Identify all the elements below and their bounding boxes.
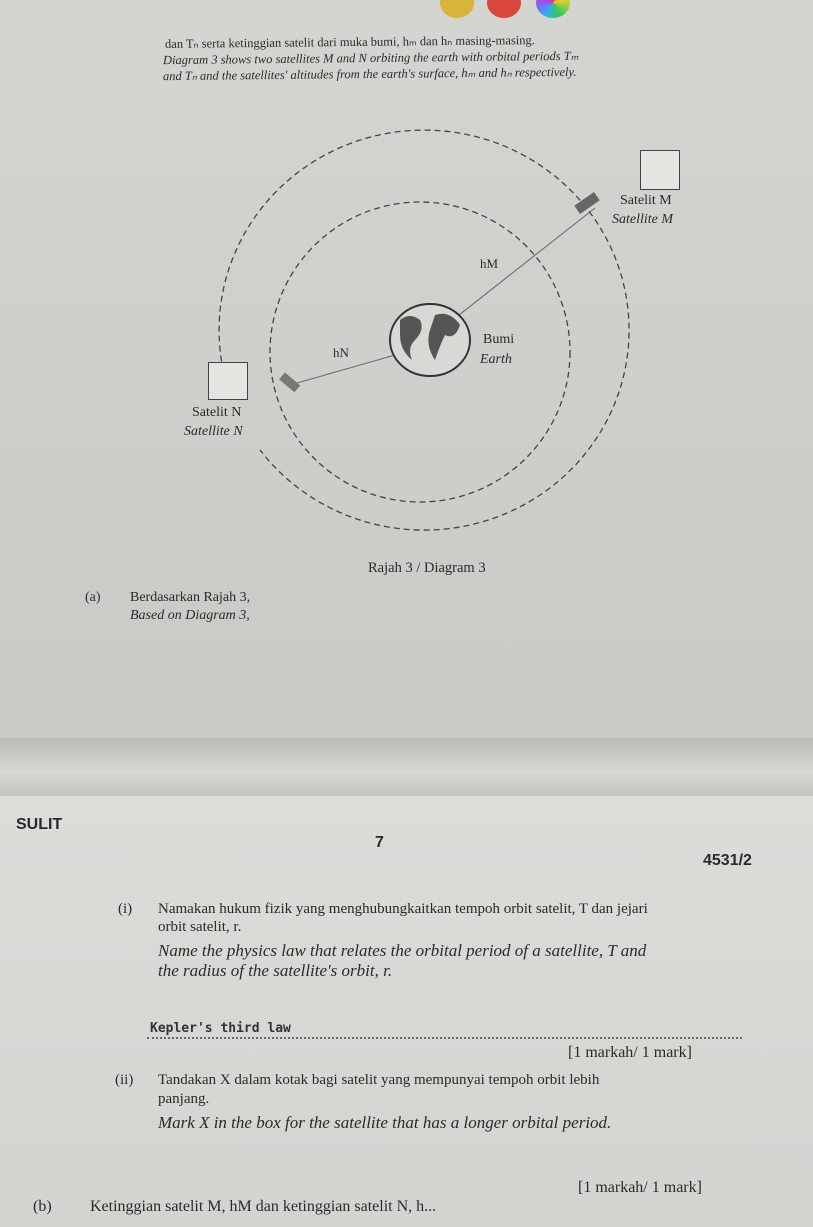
q-ii-en: Mark X in the box for the satellite that has a longer orbital period.: [158, 1113, 612, 1132]
satellite-n-label: Satelit N: [192, 405, 242, 420]
h-m-label: hM: [480, 256, 499, 271]
part-a-ms: Berdasarkan Rajah 3,: [130, 590, 251, 605]
q-i-marks: [1 markah/ 1 mark]: [568, 1044, 692, 1061]
q-i-label: (i): [118, 901, 133, 917]
satellite-n-label-en: Satellite N: [184, 424, 243, 439]
part-b-text: Ketinggian satelit M, hM dan ketinggian satelit N, h...: [90, 1198, 437, 1215]
q-i-en-1: Name the physics law that relates the orbital period of a satellite, T and: [158, 941, 647, 960]
intro-line-3: and Tₙ and the satellites' altitudes from the earth's surface, hₘ and hₙ respectively.: [162, 64, 577, 84]
satellite-n-icon: [279, 373, 300, 393]
intro-line-1: dan Tₙ serta ketinggian satelit dari muka bumi, hₘ dan hₙ masing-masing.: [164, 33, 535, 51]
q-i-answer[interactable]: Kepler's third law: [150, 1021, 291, 1036]
part-b-label: (b): [33, 1198, 52, 1215]
q-ii-ms-1: Tandakan X dalam kotak bagi satelit yang mempunyai tempoh orbit lebih: [158, 1072, 600, 1088]
part-a-label: (a): [85, 590, 101, 605]
satellite-m-checkbox[interactable]: [640, 150, 680, 190]
q-ii-label: (ii): [115, 1072, 134, 1088]
sulit-label: SULIT: [16, 816, 63, 833]
earth-label: Bumi: [483, 332, 515, 347]
earth-label-en: Earth: [480, 352, 512, 367]
h-n-label: hN: [333, 345, 349, 360]
q-i-ms-1: Namakan hukum fizik yang menghubungkaitkan tempoh orbit satelit, T dan jejari: [158, 901, 648, 917]
part-a-en: Based on Diagram 3,: [130, 608, 250, 623]
page-gap: [0, 738, 813, 796]
paper-code: 4531/2: [703, 852, 752, 869]
intro-line-2: Diagram 3 shows two satellites M and N orbiting the earth with orbital periods Tₘ: [162, 48, 579, 68]
earth-icon: [390, 304, 470, 376]
satellite-m-icon: [574, 192, 599, 214]
q-ii-marks: [1 markah/ 1 mark]: [578, 1179, 702, 1196]
q-i-ms-2: orbit satelit, r.: [158, 919, 242, 935]
diagram-caption: Rajah 3 / Diagram 3: [368, 560, 486, 576]
q-i-en-2: the radius of the satellite's orbit, r.: [158, 961, 393, 980]
exam-page-bottom: [0, 796, 813, 1227]
satellite-m-label-en: Satellite M: [612, 212, 674, 227]
h-m-line: [440, 208, 595, 330]
satellite-n-checkbox[interactable]: [208, 362, 248, 400]
q-ii-ms-2: panjang.: [158, 1091, 210, 1107]
page-number: 7: [375, 834, 384, 851]
satellite-m-label: Satelit M: [620, 193, 672, 208]
answer-line: [147, 1037, 742, 1039]
